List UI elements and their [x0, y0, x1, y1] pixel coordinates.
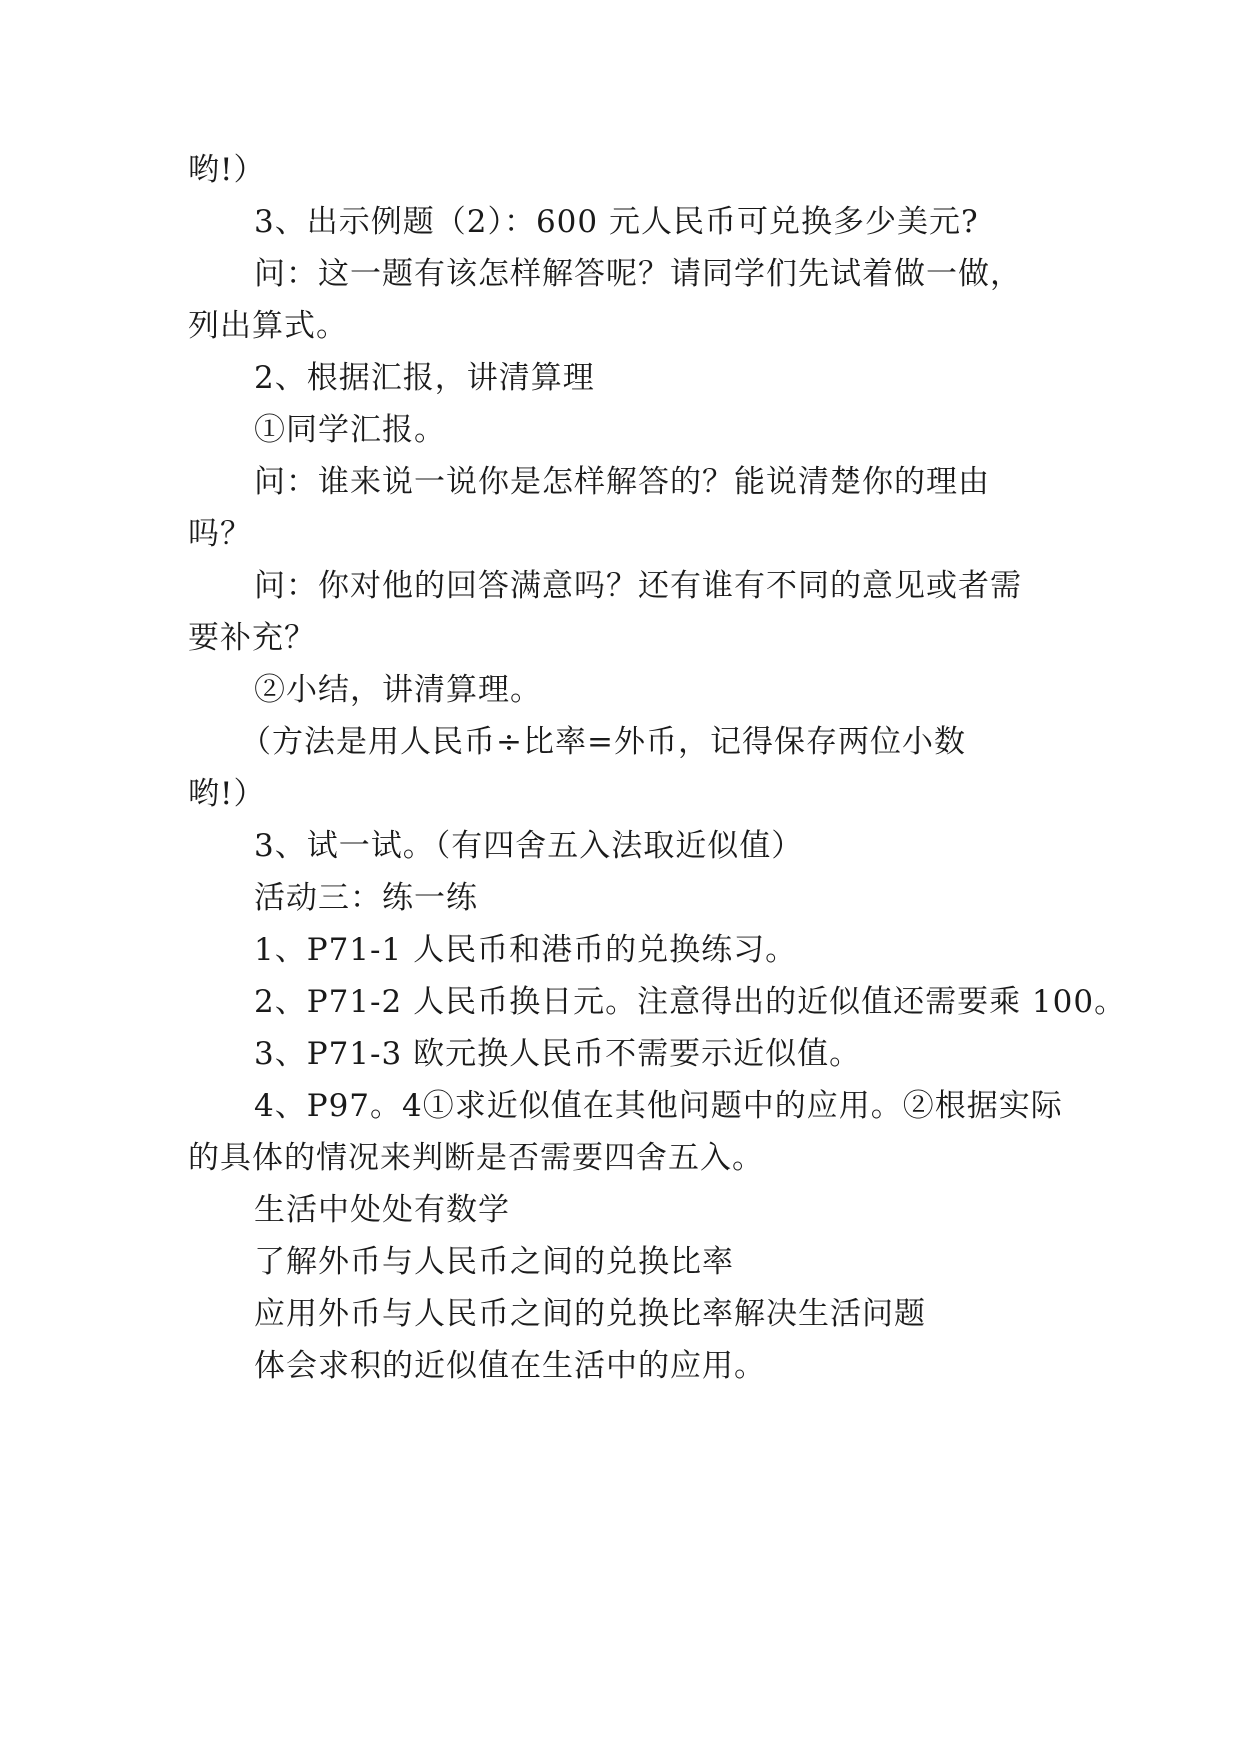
text-line: 2、P71-2 人民币换日元。注意得出的近似值还需要乘 100。 [254, 984, 1127, 1020]
text-line: ①同学汇报。 [254, 412, 446, 448]
text-line: 生活中处处有数学 [254, 1192, 510, 1228]
text-line: 吗？ [188, 516, 252, 552]
text-line: 体会求积的近似值在生活中的应用。 [254, 1348, 766, 1384]
text-line: 问：你对他的回答满意吗？还有谁有不同的意见或者需 [254, 568, 1022, 604]
text-line: 4、P97。4①求近似值在其他问题中的应用。②根据实际 [254, 1088, 1063, 1124]
text-line: 哟!） [188, 776, 266, 812]
text-line: 2、根据汇报，讲清算理 [254, 360, 595, 396]
text-line: （方法是用人民币÷比率=外币，记得保存两位小数 [240, 724, 966, 760]
text-line: ②小结，讲清算理。 [254, 672, 542, 708]
text-line: 活动三：练一练 [254, 880, 478, 916]
text-line: 3、P71-3 欧元换人民币不需要示近似值。 [254, 1036, 862, 1072]
text-line: 问：这一题有该怎样解答呢？请同学们先试着做一做， [254, 256, 1022, 292]
text-line: 3、出示例题（2）：600 元人民币可兑换多少美元? [254, 204, 979, 240]
text-line: 要补充？ [188, 620, 316, 656]
text-line: 3、试一试。（有四舍五入法取近似值） [254, 828, 804, 864]
text-line: 的具体的情况来判断是否需要四舍五入。 [188, 1140, 764, 1176]
text-line: 应用外币与人民币之间的兑换比率解决生活问题 [254, 1296, 926, 1332]
text-line: 列出算式。 [188, 308, 348, 344]
text-line: 了解外币与人民币之间的兑换比率 [254, 1244, 734, 1280]
text-line: 问：谁来说一说你是怎样解答的？能说清楚你的理由 [254, 464, 990, 500]
text-line: 1、P71-1 人民币和港币的兑换练习。 [254, 932, 798, 968]
text-line: 哟!） [188, 152, 266, 188]
